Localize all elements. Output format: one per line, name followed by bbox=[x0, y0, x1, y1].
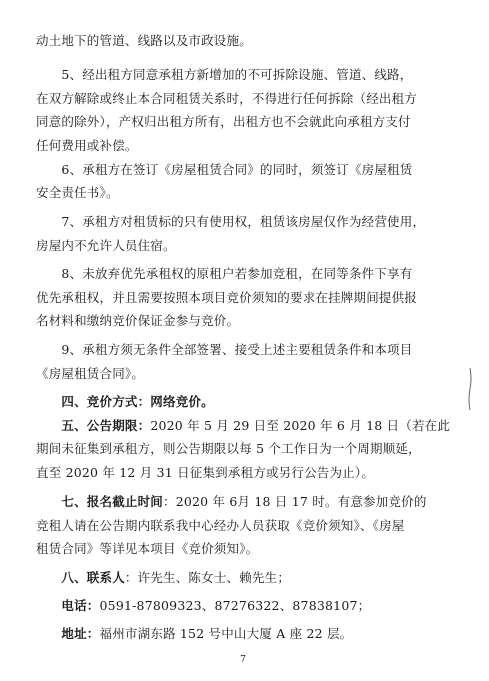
text-line: 安全责任书》。 bbox=[36, 185, 119, 200]
text-line: 期间未征集到承租方，则公告期限以每 5 个工作日为一个周期顺延， bbox=[36, 441, 421, 456]
binding-mark-icon bbox=[467, 368, 473, 410]
announcement-period-text: 2020 年 5 月 29 日至 2020 年 6 月 18 日（若在此 bbox=[150, 418, 451, 433]
text-line: 竞租人请在公告期内联系我中心经办人员获取《竞价须知》、《房屋 bbox=[36, 518, 405, 533]
page-number: 7 bbox=[240, 655, 246, 665]
phone-numbers: 0591-87809323、87276322、87838107； bbox=[99, 598, 371, 613]
section-heading-announcement-period: 五、公告期限： bbox=[61, 418, 151, 433]
text-line: 7、承租方对租赁标的只有使用权，租赁该房屋仅作为经营使用， bbox=[36, 214, 426, 229]
text-line-announcement-period bbox=[36, 418, 456, 434]
address-text: 福州市湖东路 152 号中山大厦 A 座 22 层。 bbox=[99, 626, 353, 641]
text-line: 8、未放弃优先承租权的原租户若参加竞租，在同等条件下享有 bbox=[36, 266, 413, 281]
text-line-phone bbox=[36, 598, 456, 614]
section-heading-contacts: 八、联系人：许先生、陈女士、赖先生； bbox=[61, 570, 291, 585]
text-line: 名材料和缴纳竞价保证金参与竞价。 bbox=[36, 313, 240, 328]
text-line: 9、承租方须无条件全部签署、接受上述主要租赁条件和本项目 bbox=[36, 342, 413, 357]
text-line: 七、报名截止时间：2020 年 6月 18 日 17 时。有意参加竞价的 bbox=[61, 494, 427, 509]
inline-heading: 七、报名截止时间 bbox=[61, 494, 164, 509]
text-line: 5、经出租方同意承租方新增加的不可拆除设施、管道、线路， bbox=[36, 67, 413, 82]
inline-heading: 八、联系人 bbox=[61, 570, 125, 585]
text-line: 租赁合同》等详见本项目《竞价须知》。 bbox=[36, 541, 259, 556]
text-line: 动土地下的管道、线路以及市政设施。 bbox=[36, 33, 252, 48]
phone-label: 电话： bbox=[61, 598, 100, 613]
text-line: 任何费用或补偿。 bbox=[36, 138, 138, 153]
text-line: 同意的除外），产权归出租方所有，出租方也不会就此向承租方支付 bbox=[36, 114, 411, 129]
section-heading-bidding-method: 四、竞价方式：网络竞价。 bbox=[36, 394, 214, 409]
text-line: 《房屋租赁合同》。 bbox=[36, 366, 145, 381]
address-label: 地址： bbox=[61, 626, 100, 641]
text-line: 房屋内不允许人员住宿。 bbox=[36, 238, 176, 253]
text-line: 在双方解除或终止本合同租赁关系时，不得进行任何拆除（经出租方 bbox=[36, 91, 418, 106]
text-line: 直至 2020 年 12 月 31 日征集到承租方或另行公告为止）。 bbox=[36, 465, 375, 480]
text-line: 优先承租权，并且需要按照本项目竞价须知的要求在挂牌期间提供报 bbox=[36, 290, 418, 305]
text-line: 6、承租方在签订《房屋租赁合同》的同时，须签订《房屋租赁 bbox=[36, 162, 413, 177]
text-line-address bbox=[36, 626, 456, 642]
